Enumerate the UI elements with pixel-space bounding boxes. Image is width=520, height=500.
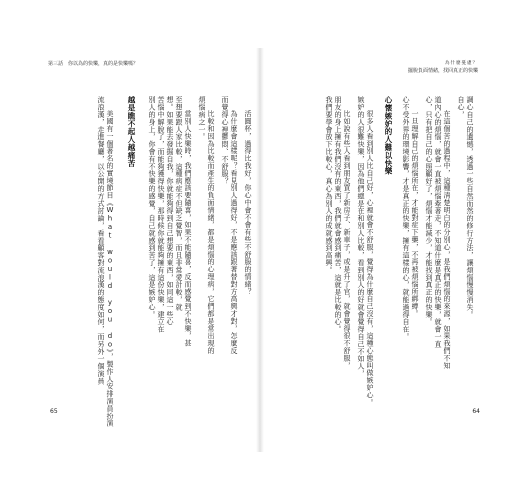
text-column: 為什麼會這樣呢？看見別人過得好，不是應該跟著替對方高興才對，怎麼反 xyxy=(230,110,238,355)
left-page-number: 65 xyxy=(50,408,58,415)
section-heading: 越是瞧不起人越痛苦 xyxy=(127,96,136,168)
text-column: 比如說有些人看到朋友買了新房子、新車子，或是升了官，就會覺得很不舒服， xyxy=(343,110,351,369)
text-column: 心不受外界的環境影響，才是真正的快樂，擁有這樣的心，就能過得自在。 xyxy=(402,96,410,341)
text-column: 當別人快樂時，我們應該要隨喜，如果不能隨喜，反而感覺到不快樂，甚 xyxy=(184,110,192,347)
text-column: 心，只有把自己的心照顧好了，煩惱才能減少，才能找到真正的快樂。 xyxy=(425,96,433,326)
text-column: 在這個苦的過程中，這種清楚明白的分別心，是我們煩惱的來源，如果我們不知 xyxy=(443,110,451,369)
text-column: 煩惱病之一。 xyxy=(198,96,206,141)
text-column: 很多人看到別人比自己好，心裡就會不舒服，覺得為什麼自己沒有，這種心態叫做嫉妒心。 xyxy=(366,110,374,406)
text-column: 至想要跟人家比較，這種病症不但缺乏覺智，而且非常愛計較，就 xyxy=(175,96,183,311)
left-page xyxy=(28,48,260,452)
left-running-header: 第三話 你以為的快樂，真的是快樂嗎？ xyxy=(48,61,139,67)
text-column: 活圓杯，過得比我好，你心中會不會有些不舒服的情緒？ xyxy=(244,110,252,295)
right-page xyxy=(260,48,492,452)
text-column: 我們要學會放下比較心，真心為別人的成就感到高興。 xyxy=(325,96,333,274)
right-running-header xyxy=(408,62,478,74)
book-subtitle: 擺脫負面情緒，找回真正的快樂 xyxy=(407,67,478,74)
text-column: 別人的身上，你會有不快樂的感覺，自己就感到苦了，這是嫉妒心。 xyxy=(148,96,156,318)
text-column: 道內心的煩惱，就會一直被煩惱牽著走，不知道什麼是真正的快樂，就會一直 xyxy=(434,96,442,348)
text-column: 美國有一個著名的實境節目《What would you do》，製作人安排演員扮演 xyxy=(106,110,114,427)
text-column: 自心， xyxy=(457,96,465,119)
text-column: 流浪漢，走進餐廳，以公開的方式討論，看看顧客對流浪漢的態度如何，而另外一個演員 xyxy=(97,96,105,385)
book-spread xyxy=(28,48,492,452)
text-column: 嫉妒的人很難快樂，因為他們總是在和別人比較，看到別人的好就會覺得自己不如人， xyxy=(357,96,365,378)
series-title: 為什麼憂慮？ xyxy=(445,61,478,66)
section-heading: 心懷嫉妒的人難以快樂 xyxy=(384,96,393,175)
right-page-number: 64 xyxy=(472,408,480,415)
text-column: 一旦理解自己的煩惱所在，才能對症下藥，不再被煩惱所綁縛。 xyxy=(411,110,419,318)
text-column: 朋友的身上擁有我們沒有的東西，我們就會感到痛苦，這就是比較的心。 xyxy=(334,96,342,333)
text-column: 想。如果能去發掘自我，你就能夠得到自己想要的東西，如同這一些心 xyxy=(166,96,174,326)
text-column: 調心自己的遺憾，透過一些自然而然的修行方法，讓煩惱慢慢消失。 xyxy=(466,96,474,318)
text-column: 苦惱中解脫了，而能夠獲得快樂，那時候你就能夠擁有這份快樂，建立在 xyxy=(157,96,165,333)
text-column: 而覺得心裡鬱悶、不舒服？ xyxy=(221,96,229,185)
text-column: 比較和因為比較而產生的負面情緒，都是煩惱的心理病，它們都是常出現的 xyxy=(207,110,215,355)
